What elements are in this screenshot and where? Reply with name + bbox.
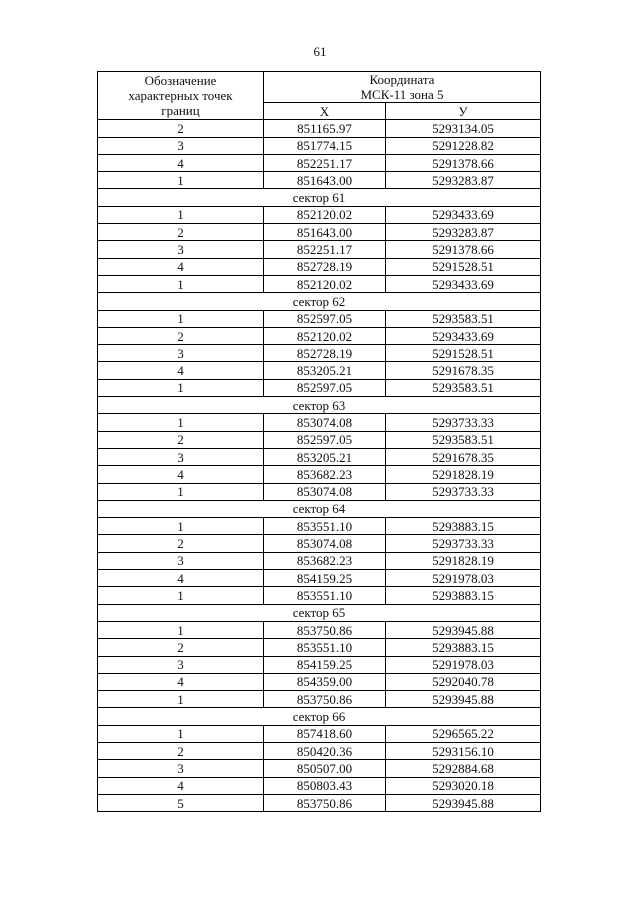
y-coordinate-cell: 5293433.69 [386,327,541,344]
y-coordinate-cell: 5291228.82 [386,137,541,154]
x-column-header: X [264,103,386,120]
sector-label: сектор 65 [98,604,541,621]
y-coordinate-cell: 5293283.87 [386,172,541,189]
y-coordinate-cell: 5293733.33 [386,414,541,431]
point-number-cell: 4 [98,673,264,690]
table-row [98,327,541,344]
x-coordinate-cell: 850803.43 [264,777,386,794]
point-number-cell: 3 [98,552,264,569]
point-number-cell: 4 [98,258,264,275]
point-number-cell: 1 [98,725,264,742]
x-coordinate-cell: 853205.21 [264,362,386,379]
y-coordinate-cell: 5296565.22 [386,725,541,742]
point-number-cell: 4 [98,777,264,794]
x-coordinate-cell: 852120.02 [264,275,386,292]
sector-label: сектор 63 [98,397,541,414]
table-row [98,172,541,189]
x-coordinate-cell: 853074.08 [264,483,386,500]
point-number-cell: 1 [98,310,264,327]
x-coordinate-cell: 853074.08 [264,535,386,552]
table-row [98,673,541,690]
x-coordinate-cell: 851774.15 [264,137,386,154]
sector-label: сектор 66 [98,708,541,725]
table-row [98,154,541,171]
table-row [98,570,541,587]
x-coordinate-cell: 853205.21 [264,448,386,465]
table-row [98,535,541,552]
x-coordinate-cell: 857418.60 [264,725,386,742]
point-number-cell: 3 [98,760,264,777]
coordinate-header [264,72,541,103]
y-coordinate-cell: 5293156.10 [386,742,541,759]
point-number-cell: 5 [98,794,264,811]
point-number-cell: 1 [98,621,264,638]
table-row [98,224,541,241]
sector-label: сектор 64 [98,500,541,517]
x-coordinate-cell: 852251.17 [264,241,386,258]
y-coordinate-cell: 5293883.15 [386,639,541,656]
x-coordinate-cell: 851165.97 [264,120,386,137]
table-row [98,275,541,292]
point-number-cell: 3 [98,448,264,465]
x-coordinate-cell: 852597.05 [264,310,386,327]
x-coordinate-cell: 853750.86 [264,621,386,638]
point-number-cell: 4 [98,154,264,171]
table-row [98,621,541,638]
table-row [98,206,541,223]
coordinate-header-line: МСК-11 зона 5 [360,87,444,102]
designation-header-line: границ [161,103,200,119]
point-number-cell: 3 [98,345,264,362]
y-coordinate-cell: 5293945.88 [386,691,541,708]
x-coordinate-cell: 853682.23 [264,552,386,569]
x-coordinate-cell: 852597.05 [264,431,386,448]
point-number-cell: 2 [98,742,264,759]
y-coordinate-cell: 5293945.88 [386,621,541,638]
point-number-cell: 3 [98,241,264,258]
y-coordinate-cell: 5293433.69 [386,275,541,292]
y-coordinate-cell: 5291978.03 [386,656,541,673]
point-number-cell: 1 [98,206,264,223]
x-coordinate-cell: 851643.00 [264,172,386,189]
point-number-cell: 1 [98,587,264,604]
sector-label: сектор 62 [98,293,541,310]
point-number-cell: 1 [98,275,264,292]
point-number-cell: 1 [98,691,264,708]
y-coordinate-cell: 5293733.33 [386,483,541,500]
page-number: 61 [313,44,327,59]
table-row [98,362,541,379]
y-coordinate-cell: 5293020.18 [386,777,541,794]
y-coordinate-cell: 5292040.78 [386,673,541,690]
table-row [98,691,541,708]
y-coordinate-cell: 5293583.51 [386,379,541,396]
designation-header-line: характерных точек [128,88,233,104]
table-row [98,725,541,742]
table-row [98,258,541,275]
point-number-cell: 4 [98,362,264,379]
point-number-cell: 1 [98,414,264,431]
table-row [98,466,541,483]
point-number-cell: 2 [98,120,264,137]
table-row [98,310,541,327]
table-row [98,742,541,759]
x-coordinate-cell: 853750.86 [264,794,386,811]
designation-header [98,72,264,120]
point-number-cell: 3 [98,137,264,154]
point-number-cell: 1 [98,483,264,500]
y-coordinate-cell: 5293583.51 [386,431,541,448]
x-coordinate-cell: 853551.10 [264,639,386,656]
x-coordinate-cell: 851643.00 [264,224,386,241]
y-coordinate-cell: 5291978.03 [386,570,541,587]
x-coordinate-cell: 850420.36 [264,742,386,759]
point-number-cell: 2 [98,431,264,448]
y-coordinate-cell: 5291828.19 [386,466,541,483]
y-coordinate-cell: 5291828.19 [386,552,541,569]
sector-row [98,500,541,517]
table-row [98,120,541,137]
y-coordinate-cell: 5293733.33 [386,535,541,552]
y-coordinate-cell: 5291378.66 [386,241,541,258]
y-column-header: У [386,103,541,120]
table-row [98,639,541,656]
table-row [98,777,541,794]
y-coordinate-cell: 5293583.51 [386,310,541,327]
y-coordinate-cell: 5293283.87 [386,224,541,241]
table-row [98,345,541,362]
table-header-row [98,72,541,103]
sector-row [98,293,541,310]
x-coordinate-cell: 853682.23 [264,466,386,483]
point-number-cell: 1 [98,518,264,535]
y-coordinate-cell: 5292884.68 [386,760,541,777]
sector-row [98,397,541,414]
x-coordinate-cell: 852120.02 [264,206,386,223]
coordinates-table [97,71,541,812]
x-coordinate-cell: 853551.10 [264,587,386,604]
y-coordinate-cell: 5293883.15 [386,587,541,604]
table-row [98,760,541,777]
designation-header-line: Обозначение [144,73,217,89]
x-coordinate-cell: 853750.86 [264,691,386,708]
point-number-cell: 2 [98,535,264,552]
point-number-cell: 3 [98,656,264,673]
table-row [98,794,541,811]
point-number-cell: 1 [98,379,264,396]
y-coordinate-cell: 5293883.15 [386,518,541,535]
x-coordinate-cell: 854159.25 [264,656,386,673]
x-coordinate-cell: 852728.19 [264,345,386,362]
table-row [98,587,541,604]
point-number-cell: 2 [98,327,264,344]
y-coordinate-cell: 5293134.05 [386,120,541,137]
coordinates-table-body [98,72,541,812]
x-coordinate-cell: 854359.00 [264,673,386,690]
x-coordinate-cell: 852597.05 [264,379,386,396]
coordinate-header-line: Координата [369,72,435,87]
x-coordinate-cell: 850507.00 [264,760,386,777]
point-number-cell: 2 [98,639,264,656]
point-number-cell: 4 [98,466,264,483]
table-row [98,137,541,154]
sector-row [98,708,541,725]
point-number-cell: 2 [98,224,264,241]
y-coordinate-cell: 5293945.88 [386,794,541,811]
table-row [98,431,541,448]
x-coordinate-cell: 852728.19 [264,258,386,275]
table-row [98,448,541,465]
table-row [98,552,541,569]
x-coordinate-cell: 852251.17 [264,154,386,171]
table-row [98,518,541,535]
point-number-cell: 4 [98,570,264,587]
table-row [98,414,541,431]
y-coordinate-cell: 5291528.51 [386,258,541,275]
y-coordinate-cell: 5291678.35 [386,448,541,465]
x-coordinate-cell: 853551.10 [264,518,386,535]
table-row [98,656,541,673]
x-coordinate-cell: 852120.02 [264,327,386,344]
sector-row [98,189,541,206]
sector-label: сектор 61 [98,189,541,206]
table-row [98,241,541,258]
x-coordinate-cell: 853074.08 [264,414,386,431]
table-row [98,483,541,500]
sector-row [98,604,541,621]
y-coordinate-cell: 5291528.51 [386,345,541,362]
table-row [98,379,541,396]
y-coordinate-cell: 5291378.66 [386,154,541,171]
x-coordinate-cell: 854159.25 [264,570,386,587]
point-number-cell: 1 [98,172,264,189]
y-coordinate-cell: 5293433.69 [386,206,541,223]
y-coordinate-cell: 5291678.35 [386,362,541,379]
